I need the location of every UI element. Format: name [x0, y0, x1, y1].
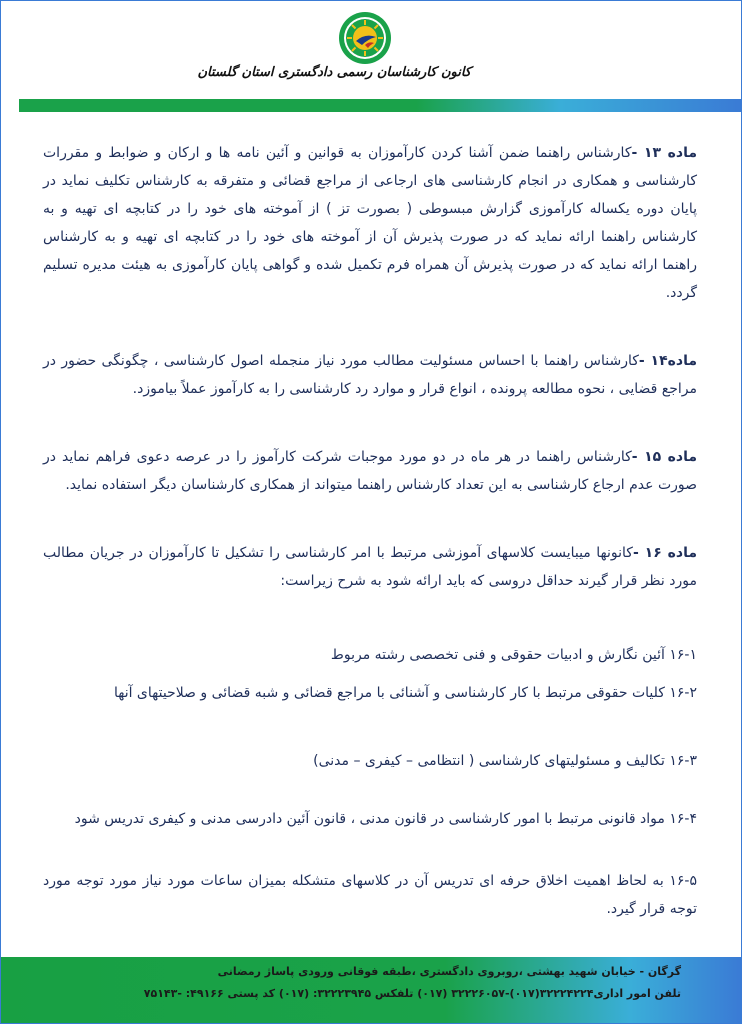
article-title: ماده ۱۳ -: [631, 145, 698, 161]
subitem-16-2: ۱۶-۲ کلیات حقوقی مرتبط با کار کارشناسی و آشنائی با مراجع قضائی و شبه قضائی و صلاحیتهای آنها: [113, 685, 697, 701]
header-divider: [19, 99, 741, 112]
article-title: ماده ۱۵ -: [631, 449, 698, 465]
article-text: کانونها میبایست کلاسهای آموزشی مرتبط با امر کارشناسی را تشکیل تا کارآموزان در جریان مطالب مورد نظر قرار گیرند حداقل دروسی که باید ارائه شود به شرح زیراست:: [43, 545, 697, 589]
subitem-16-4: ۱۶-۴ مواد قانونی مرتبط با امور کارشناسی در قانون مدنی ، قانون آئین دادرسی مدنی و کیفری تدریس شود: [74, 811, 697, 827]
article-title: ماده۱۴ -: [638, 353, 697, 369]
subitem-16-3: ۱۶-۳ تکالیف و مسئولیتهای کارشناسی ( انتظامی – کیفری – مدنی): [313, 753, 697, 769]
organization-name: کانون کارشناسان رسمی دادگستری استان گلستان: [197, 65, 471, 80]
footer-contact: تلفن امور اداری۳۲۲۲۴۲۲۴(۰۱۷)-۳۲۲۲۶۰۵۷ (۰۱۷) تلفکس ۳۲۲۲۳۹۴۵: (۰۱۷) کد پستی ۴۹۱۶۶: -۷۵۱۴۳: [143, 987, 681, 1000]
article-text: کارشناس راهنما با احساس مسئولیت مطالب مورد نیاز منجمله اصول کارشناسی ، چگونگی حضور در مراجع قضایی ، نحوه مطالعه پرونده ، انواع قرار و موارد رد کارشناسی را به کارآموز عملاً بیاموزد.: [43, 353, 697, 397]
letterhead: [1, 1, 741, 113]
article-text: کارشناس راهنما ضمن آشنا کردن کارآموزان به قوانین و آئین نامه ها و ارکان و ضوابط و مقررات کارشناسی و همکاری در انجام کارشناسی های ارجاعی از مراجع قضائی و متفرقه به کارشناس تکلیف نماید در پایان دوره یکساله کارآموزی گزارش مبسوطی ( بصورت تز ) از آموخته های خود را در کتابچه ای تهیه و به کارشناس راهنما ارائه نماید که در صورت پذیرش آن از آموخته های خود را در کتابچه ای تهیه و به کارشناس راهنما ارائه نماید که در صورت پذیرش آن همراه فرم تکمیل شده و گواهی پایان کارآموزی به هیئت مدیره تسلیم گردد.: [43, 145, 697, 301]
subitem-16-1: ۱۶-۱ آئین نگارش و ادبیات حقوقی و فنی تخصصی رشته مربوط: [330, 647, 697, 663]
article-16: [43, 539, 697, 595]
article-13: [43, 139, 697, 307]
article-text: کارشناس راهنما در هر ماه در دو مورد موجبات شرکت کارآموز را در عرصه دعوی فراهم نماید در صورت عدم ارجاع کارشناسی به این تعداد کارشناس راهنما میتواند از همکاری کارشناسان دیگر استفاده نماید.: [43, 449, 697, 493]
footer-band: [1, 957, 741, 1023]
sunburst-emblem-icon: [338, 11, 392, 65]
article-title: ماده ۱۶ -: [632, 545, 698, 561]
article-14: [43, 347, 697, 403]
article-15: [43, 443, 697, 499]
footer-address: گرگان - خیابان شهید بهشتی ،روبروی دادگستری ،طبقه فوقانی ورودی پاساژ رمضانی: [217, 965, 681, 978]
document-body: [43, 139, 697, 971]
subitem-16-5: ۱۶-۵ به لحاظ اهمیت اخلاق حرفه ای تدریس آن در کلاسهای متشکله بمیزان ساعات مورد نیاز مورد توجه مورد توجه قرار گیرد.: [43, 873, 697, 917]
